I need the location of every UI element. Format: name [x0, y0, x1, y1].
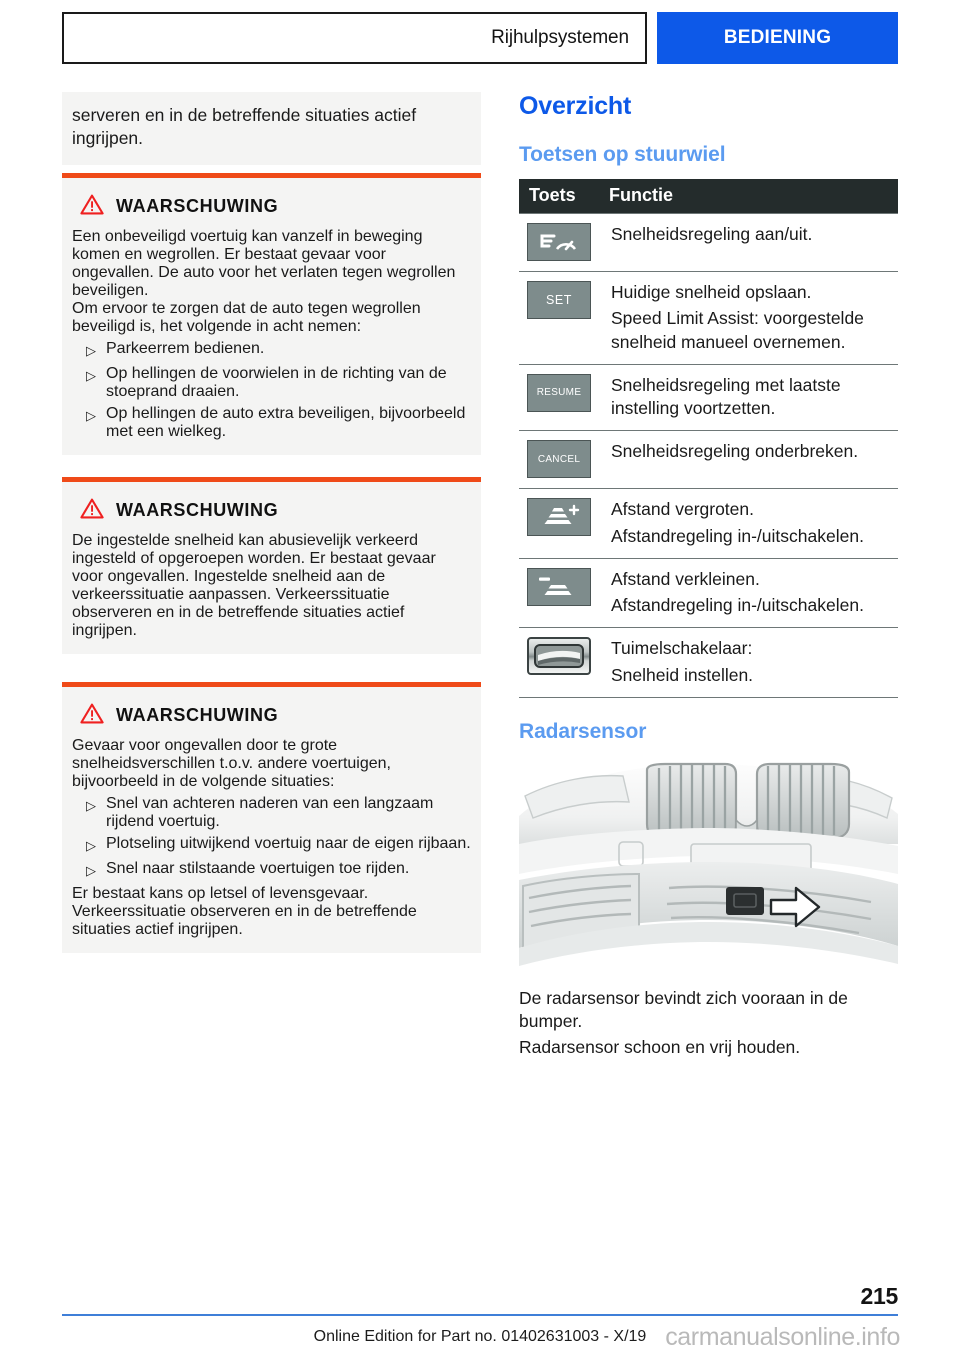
list-item: [72, 365, 471, 401]
bullet-text: Op hellingen de voorwielen in de richting van de stoeprand draaien.: [106, 364, 447, 400]
bullet-triangle-icon: ▷: [86, 407, 96, 423]
function-text: Snelheidsregeling met laatste instelling voortzetten.: [611, 374, 841, 419]
table-row: [519, 364, 898, 431]
warning-bullet-list: [72, 795, 471, 881]
content-columns: [62, 92, 898, 1060]
table-row: [519, 489, 898, 559]
function-text: Snelheidsregeling aan/uit.: [611, 224, 813, 244]
cruise-control-icon[interactable]: [527, 223, 591, 261]
page-number: 215: [860, 1283, 898, 1309]
section-heading-keys: Toetsen op stuurwiel: [519, 143, 726, 166]
edition-note: Online Edition for Part no. 01402631003 - X/19: [313, 1328, 647, 1345]
warning-triangle-icon: [80, 194, 104, 220]
warning-label: WAARSCHUWING: [116, 500, 279, 521]
list-item: [72, 795, 471, 831]
list-item: [72, 835, 471, 856]
warning-paragraph: Gevaar voor ongevallen door te grote snelheidsverschillen t.o.v. andere voertuigen, bijvoorbeeld in de volgende situaties:: [72, 736, 391, 790]
caption-text: De radarsensor bevindt zich vooraan in de bumper.: [519, 987, 848, 1032]
radar-sensor-figure: [519, 758, 898, 973]
left-column: [62, 92, 481, 1060]
warning-paragraph: Een onbeveiligd voertuig kan vanzelf in beweging komen en wegrollen. Er bestaat gevaar voor ongevallen. De auto voor het verlaten tegen wegrollen beveiligen.: [72, 227, 456, 299]
section-heading-radar: Radarsensor: [519, 719, 647, 743]
list-item: [72, 340, 471, 361]
list-item: [72, 860, 471, 881]
function-text: Afstandregeling in-/uitschakelen.: [611, 525, 864, 546]
function-text: Afstandregeling in-/uitschakelen.: [611, 595, 864, 616]
warning-title-row: [80, 194, 471, 220]
function-text: Speed Limit Assist: voorgestelde snelheid manueel overnemen.: [611, 308, 864, 352]
warning-block-3: [62, 682, 481, 953]
bullet-text: Op hellingen de auto extra beveiligen, bijvoorbeeld met een wielkeg.: [106, 404, 466, 440]
warning-label: WAARSCHUWING: [116, 196, 279, 217]
rocker-switch-icon[interactable]: [527, 637, 591, 675]
distance-increase-icon[interactable]: [527, 498, 591, 536]
resume-button-icon[interactable]: RESUME: [527, 374, 591, 412]
warning-triangle-icon: [80, 703, 104, 729]
bullet-triangle-icon: ▷: [86, 862, 96, 878]
section-tab: [657, 12, 898, 64]
warning-paragraph: De ingestelde snelheid kan abusievelijk verkeerd ingesteld of opgeroepen worden. Er bestaat gevaar voor ongevallen. Ingestelde snelheid aan de verkeerssituatie aanpassen. Verkeerssituatie observeren en in de betreffende situaties actief ingrijpen.: [72, 531, 436, 639]
bullet-triangle-icon: ▷: [86, 367, 96, 383]
column-header-function: Functie: [603, 179, 898, 214]
function-text: Afstand vergroten.: [611, 499, 754, 520]
function-text: Afstand verkleinen.: [611, 568, 760, 589]
function-text: Huidige snelheid opslaan.: [611, 282, 812, 302]
warning-title-row: [80, 498, 471, 524]
page-header: [62, 12, 898, 64]
table-row: [519, 272, 898, 365]
continuation-text: serveren en in de betreffende situaties actief ingrijpen.: [72, 105, 417, 149]
column-header-key: Toets: [519, 179, 603, 214]
bullet-triangle-icon: ▷: [86, 837, 96, 853]
continuation-note: [62, 92, 481, 165]
warning-block-1: [62, 173, 481, 455]
right-column: [519, 92, 898, 1060]
page-title: Overzicht: [519, 92, 632, 120]
warning-paragraph: Er bestaat kans op letsel of levensgevaar. Verkeerssituatie observeren en in de betreffende situaties actief ingrijpen.: [72, 884, 417, 938]
warning-block-2: [62, 477, 481, 654]
function-text: Snelheidsregeling onderbreken.: [611, 441, 859, 462]
caption-text: Radarsensor schoon en vrij houden.: [519, 1037, 801, 1058]
table-row: [519, 431, 898, 489]
bullet-text: Snel van achteren naderen van een langzaam rijdend voertuig.: [106, 794, 434, 830]
bullet-text: Snel naar stilstaande voertuigen toe rijden.: [106, 859, 410, 877]
function-text: Tuimelschakelaar:: [611, 638, 753, 659]
warning-triangle-icon: [80, 498, 104, 524]
warning-paragraph: Om ervoor te zorgen dat de auto tegen wegrollen beveiligd is, het volgende in acht nemen:: [72, 299, 421, 335]
footer-rule: [62, 1314, 898, 1317]
function-text: Snelheid instellen.: [611, 664, 754, 685]
watermark: carmanualsonline.info: [665, 1323, 900, 1351]
table-row: [519, 214, 898, 272]
bullet-text: Parkeerrem bedienen.: [106, 339, 265, 357]
section-tab-label: BEDIENING: [723, 27, 832, 48]
breadcrumb-label: Rijhulpsystemen: [491, 27, 629, 48]
cancel-button-icon[interactable]: CANCEL: [527, 440, 591, 478]
bullet-triangle-icon: ▷: [86, 342, 96, 358]
front-bumper-illustration: [519, 758, 898, 973]
breadcrumb: [62, 12, 647, 64]
table-header-row: [519, 179, 898, 214]
table-row: [519, 628, 898, 698]
table-row: [519, 558, 898, 628]
set-button-icon[interactable]: SET: [527, 281, 591, 319]
steering-wheel-keys-table: [519, 179, 898, 698]
bullet-text: Plotseling uitwijkend voertuig naar de eigen rijbaan.: [106, 834, 471, 852]
figure-caption: [519, 987, 898, 1060]
warning-title-row: [80, 703, 471, 729]
warning-label: WAARSCHUWING: [116, 705, 279, 726]
distance-decrease-icon[interactable]: [527, 568, 591, 606]
list-item: [72, 405, 471, 441]
warning-bullet-list: [72, 340, 471, 441]
bullet-triangle-icon: ▷: [86, 797, 96, 813]
